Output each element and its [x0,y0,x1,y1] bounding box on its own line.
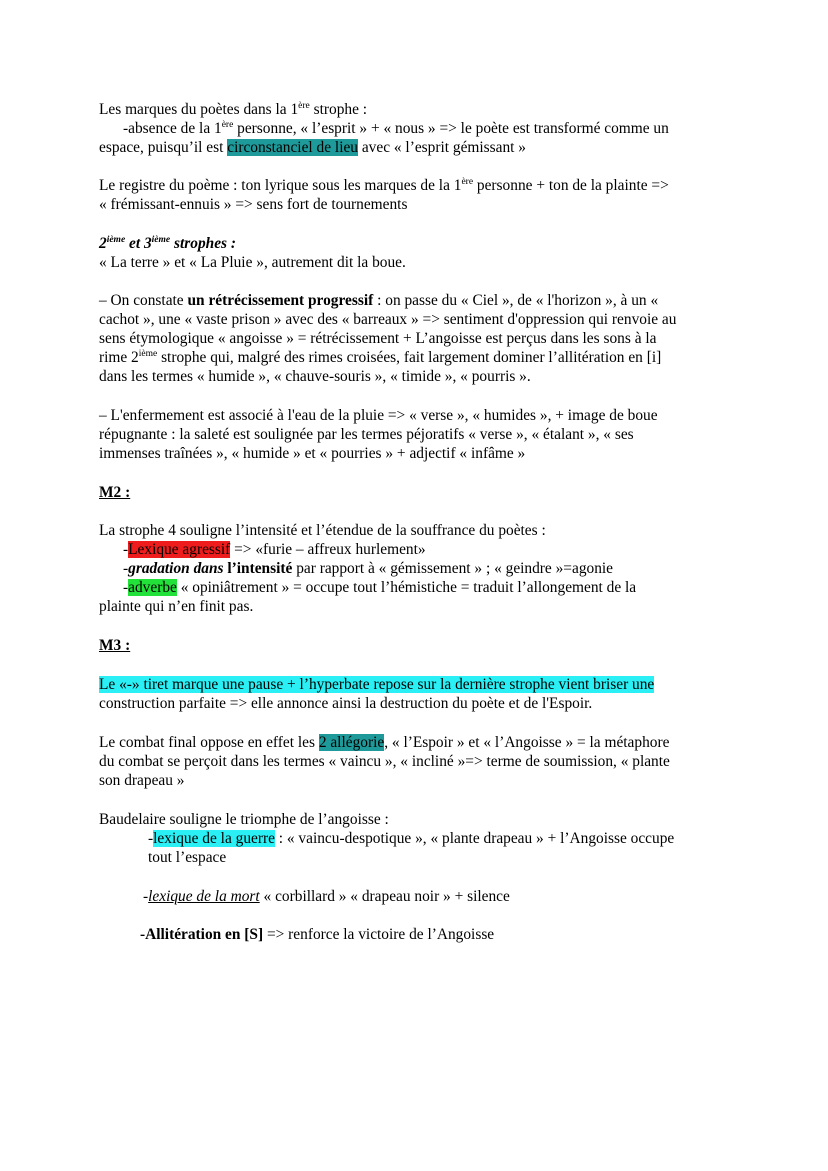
dash: - [143,888,149,905]
text: avec « l’esprit gémissant » [358,139,526,156]
bold-italic-text: gradation dans [128,560,228,577]
item-mort [143,888,510,906]
enfermement-line-2: répugnante : la saleté est soulignée par les termes péjoratifs « verse », « étalant », « ses [99,426,634,443]
retrecissement-line-4 [99,349,661,367]
text: : « vaincu-despotique », « plante drapeau » + l’Angoisse occupe [274,830,675,847]
m2-item-lexique [123,541,426,559]
text: Le combat final oppose en effet les [99,734,319,751]
enfermement-line-3: immenses traînées », « humide » et « pourries » + adjectif « infâme » [99,445,526,462]
strophes-heading [99,235,236,253]
text: et 3 [125,235,152,252]
text: personne + ton de la plainte => [473,177,669,194]
combat-line-3: son drapeau » [99,772,185,789]
text: 2 [99,235,107,252]
text: strophe : [309,101,368,118]
m2-item-adverbe [123,579,636,597]
m3-heading: M3 : [99,637,131,654]
superscript: ième [151,235,171,245]
highlight-cyan: lexique de la guerre [153,830,275,847]
item-alliteration [140,926,494,944]
highlight-teal: 2 allégorie [318,734,385,751]
dash: - [123,541,129,558]
strophes-line-1: « La terre » et « La Pluie », autrement dit la boue. [99,254,406,271]
text: -absence de la 1 [123,120,222,137]
text: strophes : [170,235,236,252]
dash: - [123,579,129,596]
superscript: ère [461,177,474,187]
text: => «furie – affreux hurlement» [230,541,426,558]
text: espace, puisqu’il est [99,139,228,156]
m3-line-1 [99,676,654,694]
bold-text: -Allitération en [S] [140,926,264,943]
superscript: ième [106,235,126,245]
m2-item-adverbe-cont: plainte qui n’en finit pas. [99,598,254,615]
text: Les marques du poètes dans la 1 [99,101,299,118]
combat-line-1 [99,734,669,752]
highlight-green: adverbe [128,579,177,596]
m2-line-1: La strophe 4 souligne l’intensité et l’étendue de la souffrance du poètes : [99,522,546,539]
triomphe-line: Baudelaire souligne le triomphe de l’angoisse : [99,811,389,828]
registre-line-1 [99,177,669,195]
superscript: ère [298,101,310,111]
italic-underline-text: lexique de la mort [148,888,260,905]
item-guerre-cont: tout l’espace [148,849,227,866]
intro-line-2 [123,120,669,138]
retrecissement-line-5: dans les termes « humide », « chauve-souris », « timide », « pourris ». [99,368,531,385]
highlight-cyan: Le «-» tiret marque une pause + l’hyperbate repose sur la dernière strophe vient briser une [99,676,655,693]
text: : on passe du « Ciel », de « l'horizon », à un « [373,292,659,309]
m2-item-gradation [123,560,613,578]
text: personne, « l’esprit » + « nous » => le poète est transformé comme un [233,120,669,137]
superscript: ième [138,349,158,359]
dash: - [123,560,129,577]
m2-heading: M2 : [99,484,131,501]
intro-line-1 [99,101,367,119]
intro-line-3 [99,139,526,157]
combat-line-2: du combat se perçoit dans les termes « vaincu », « incliné »=> terme de soumission, « plante [99,753,670,770]
text: Le registre du poème : ton lyrique sous les marques de la 1 [99,177,462,194]
text: => renforce la victoire de l’Angoisse [263,926,495,943]
registre-line-2: « frémissant-ennuis » => sens fort de tournements [99,196,408,213]
text: « corbillard » « drapeau noir » + silence [259,888,510,905]
retrecissement-line-2: cachot », une « vaste prison » avec des « barreaux » => sentiment d'oppression qui renvoie au [99,311,677,328]
superscript: ère [221,120,234,130]
retrecissement-line-3: sens étymologique « angoisse » = rétrécissement + L’angoisse est perçus dans les sons à la [99,330,657,347]
bold-text: un rétrécissement progressif [187,292,374,309]
retrecissement-line-1 [99,292,658,310]
text: , « l’Espoir » et « l’Angoisse » = la métaphore [384,734,670,751]
text: rime 2 [99,349,139,366]
m3-line-2: construction parfaite => elle annonce ainsi la destruction du poète et de l'Espoir. [99,695,593,712]
highlight-red: Lexique agressif [128,541,231,558]
text: – On constate [99,292,188,309]
enfermement-line-1: – L'enfermement est associé à l'eau de la pluie => « verse », « humides », + image de boue [99,407,658,424]
dash: - [148,830,154,847]
text: strophe qui, malgré des rimes croisées, fait largement dominer l’allitération en [i] [157,349,662,366]
text: par rapport à « gémissement » ; « geindre »=agonie [292,560,614,577]
item-guerre [148,830,674,848]
text: « opiniâtrement » = occupe tout l’hémistiche = traduit l’allongement de la [176,579,637,596]
bold-text: l’intensité [227,560,293,577]
highlight-teal: circonstanciel de lieu [227,139,358,156]
